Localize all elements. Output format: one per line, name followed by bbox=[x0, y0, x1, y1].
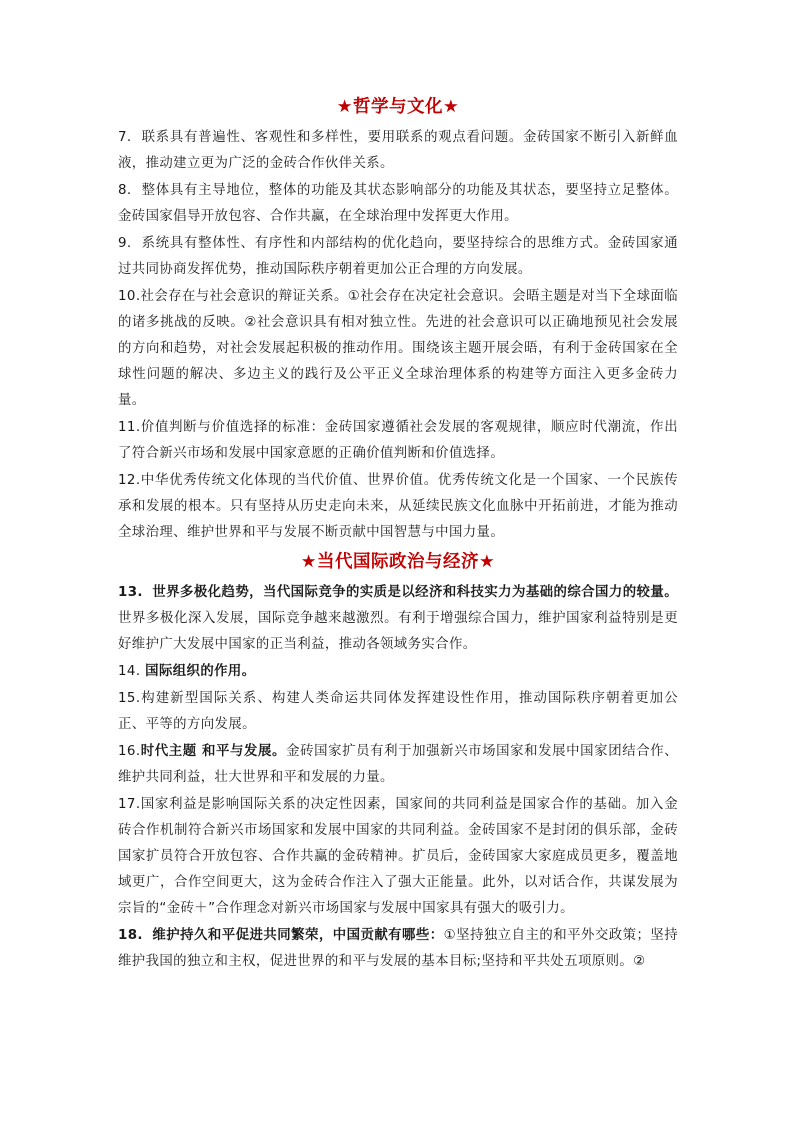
star-icon: ★ bbox=[479, 552, 496, 572]
item-text: 中华优秀传统文化体现的当代价值、世界价值。优秀传统文化是一个国家、一个民族传承和发展的根本。只有坚持从历史走向未来，从延续民族文化血脉中开拓前进，才能为推动全球治理、维护世界和平与发展不断贡献中国智慧与中国力量。 bbox=[118, 473, 678, 540]
item-text: 整体具有主导地位，整体的功能及其状态影响部分的功能及其状态，要坚持立足整体。金砖国家倡导开放包容、合作共赢，在全球治理中发挥更大作用。 bbox=[118, 183, 678, 224]
item-text: 构建新型国际关系、构建人类命运共同体发挥建设性作用，推动国际秩序朝着更加公正、平等的方向发展。 bbox=[118, 691, 678, 732]
section-title: 当代国际政治与经济 bbox=[317, 552, 479, 572]
list-item bbox=[118, 923, 678, 975]
section-title: 哲学与文化 bbox=[353, 97, 443, 117]
item-number: 18. bbox=[118, 928, 143, 943]
list-item bbox=[118, 468, 678, 546]
star-icon: ★ bbox=[300, 552, 317, 572]
item-number: 11. bbox=[118, 420, 141, 435]
item-text: 金砖国家扩员有利于加强新兴市场国家和发展中国家团结合作、维护共同利益，壮大世界和平和发展的力量。 bbox=[118, 744, 679, 785]
list-item bbox=[118, 284, 678, 414]
list-item bbox=[118, 686, 678, 738]
item-text: 价值判断与价值选择的标准：金砖国家遵循社会发展的客观规律，顺应时代潮流，作出了符合新兴市场和发展中国家意愿的正确价值判断和价值选择。 bbox=[118, 420, 678, 461]
item-text: ①坚持独立自主的和平外交政策；坚持维护我国的独立和主权，促进世界的和平与发展的基本目标;坚持和平共处五项原则。② bbox=[118, 928, 678, 969]
item-number: 9. bbox=[118, 236, 132, 251]
item-number: 17. bbox=[118, 797, 141, 812]
item-number: 12. bbox=[118, 473, 141, 488]
list-item bbox=[118, 231, 678, 283]
item-text: 联系具有普遍性、客观性和多样性，要用联系的观点看问题。金砖国家不断引入新鲜血液，推动建立更为广泛的金砖合作伙伴关系。 bbox=[118, 130, 678, 171]
list-item bbox=[118, 659, 678, 685]
item-bold-text: 时代主题 和平与发展。 bbox=[140, 744, 287, 759]
item-number: 13. bbox=[118, 585, 143, 600]
item-number: 8. bbox=[118, 183, 132, 198]
list-item bbox=[118, 739, 678, 791]
item-number: 16. bbox=[118, 744, 141, 759]
item-number: 15. bbox=[118, 691, 141, 706]
star-icon: ★ bbox=[443, 97, 460, 117]
item-text: 国家利益是影响国际关系的决定性因素，国家间的共同利益是国家合作的基础。加入金砖合作机制符合新兴市场国家和发展中国家的共同利益。金砖国家不是封闭的俱乐部，金砖国家扩员符合开放包容、合作共赢的金砖精神。扩员后，金砖国家大家庭成员更多，覆盖地域更广，合作空间更大，这为金砖合作注入了强大正能量。此外，以对话合作，共谋发展为宗旨的“金砖＋”合作理念对新兴市场国家与发展中国家具有强大的吸引力。 bbox=[118, 797, 678, 916]
list-item bbox=[118, 415, 678, 467]
section-heading-politics-economy bbox=[118, 548, 678, 576]
item-bold-text: 维护持久和平促进共同繁荣，中国贡献有哪些： bbox=[152, 928, 444, 943]
star-icon: ★ bbox=[336, 97, 353, 117]
list-item bbox=[118, 125, 678, 177]
item-bold-text: 世界多极化趋势，当代国际竞争的实质是以经济和科技实力为基础的综合国力的较量。 bbox=[152, 585, 678, 600]
list-item bbox=[118, 580, 678, 658]
item-number: 7. bbox=[118, 130, 132, 145]
item-text: 世界多极化深入发展，国际竞争越来越激烈。有利于增强综合国力，维护国家利益特别是更好维护广大发展中国家的正当利益，推动各领域务实合作。 bbox=[118, 611, 678, 652]
item-number: 10. bbox=[118, 289, 141, 304]
item-text: 系统具有整体性、有序性和内部结构的优化趋向，要坚持综合的思维方式。金砖国家通过共同协商发挥优势，推动国际秩序朝着更加公正合理的方向发展。 bbox=[118, 236, 678, 277]
document-page bbox=[118, 93, 678, 976]
item-number: 14. bbox=[118, 664, 141, 679]
item-bold-text: 国际组织的作用。 bbox=[145, 664, 256, 679]
list-item bbox=[118, 178, 678, 230]
item-text: 社会存在与社会意识的辩证关系。①社会存在决定社会意识。会晤主题是对当下全球面临的诸多挑战的反映。②社会意识具有相对独立性。先进的社会意识可以正确地预见社会发展的方向和趋势，对社会发展起积极的推动作用。围绕该主题开展会晤，有利于金砖国家在全球性问题的解决、多边主义的践行及公平正义全球治理体系的构建等方面注入更多金砖力量。 bbox=[118, 289, 678, 408]
section-heading-philosophy bbox=[118, 93, 678, 121]
list-item bbox=[118, 792, 678, 922]
